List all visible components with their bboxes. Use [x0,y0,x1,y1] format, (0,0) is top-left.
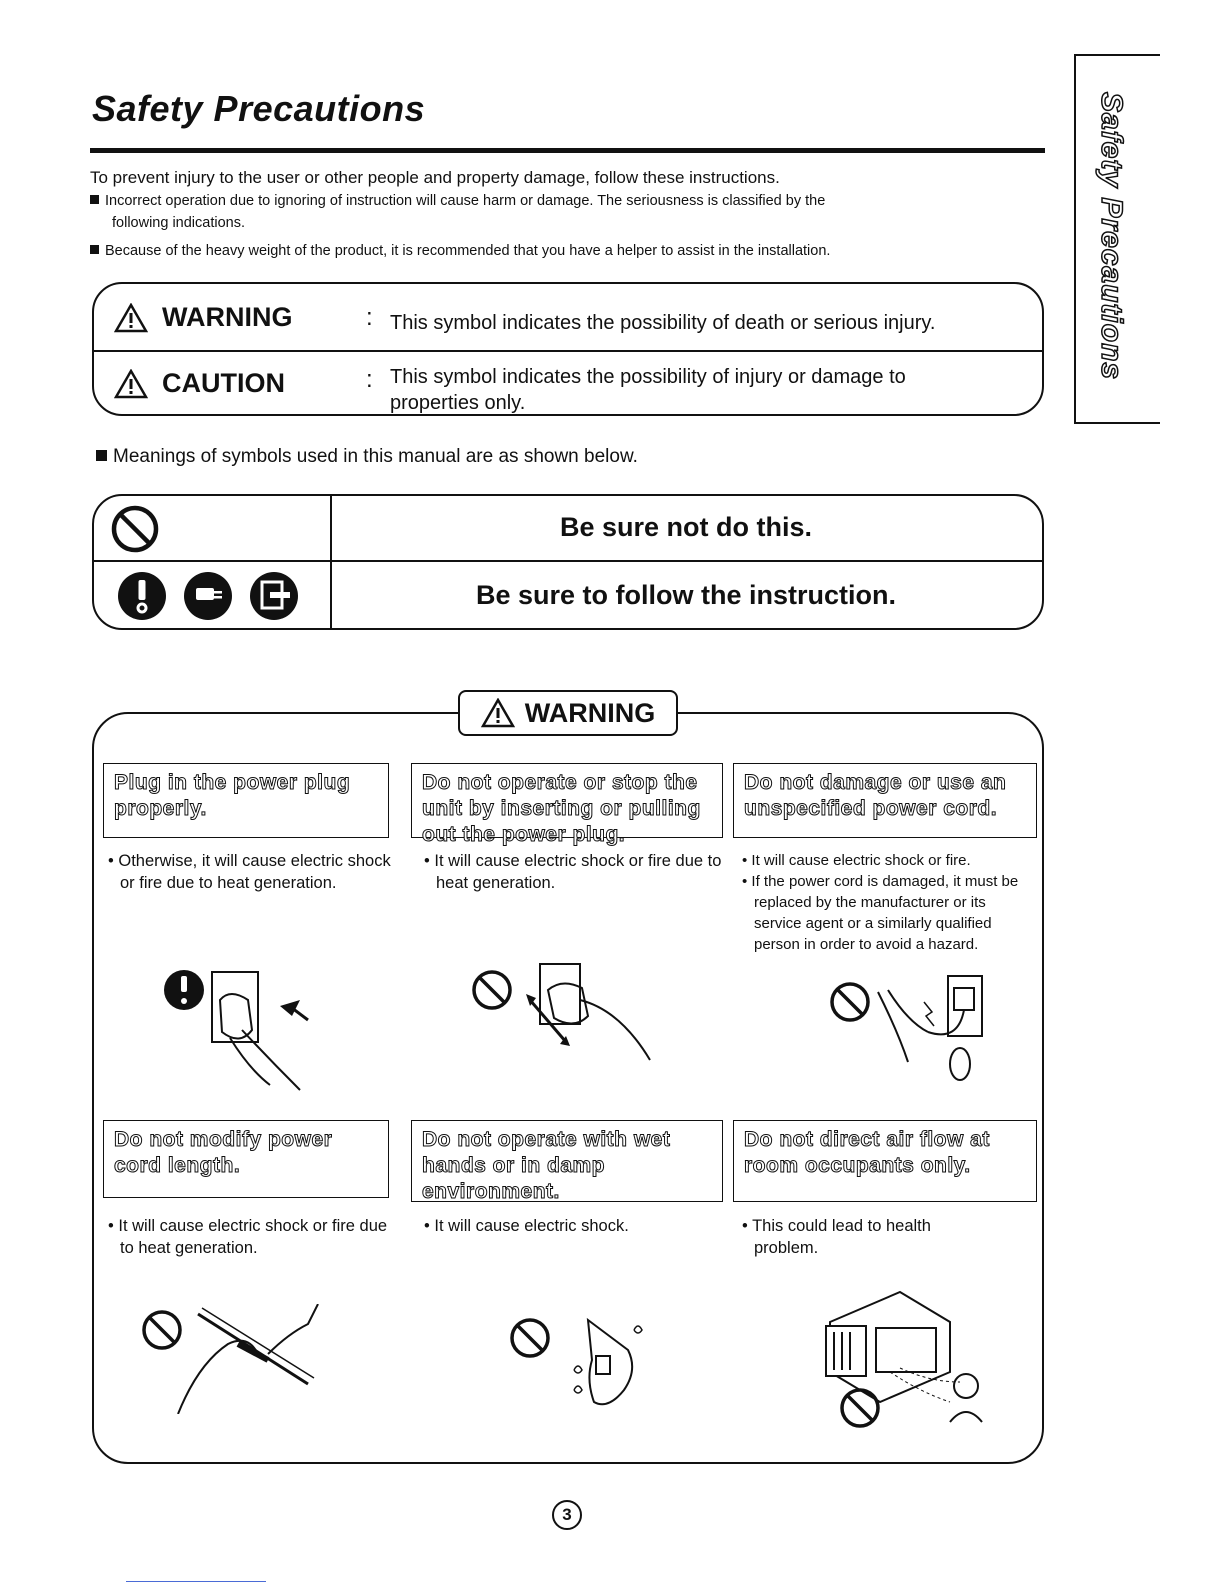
warning-triangle-icon [114,303,148,333]
mandatory-icons [116,568,316,624]
page-title: Safety Precautions [92,88,426,129]
rule-heading-modify-cord: Do not modify power cord length. [103,1120,389,1198]
caution-label: CAUTION [114,368,285,399]
page-number: 3 [552,1500,582,1530]
rule-heading-damaged-cord: Do not damage or use an unspecified power cord. [733,763,1037,838]
bullet-item: • It will cause electric shock or fire due to heat generation. [108,1217,388,1257]
follow-meaning: Be sure to follow the instruction. [475,580,897,610]
rule-bullets [424,1215,724,1237]
intro-bullet-continued: following indications. [112,215,245,231]
warning-description: This symbol indicates the possibility of death or serious injury. [390,312,936,334]
rule-heading-wet-hands: Do not operate with wet hands or in damp environment. [411,1120,723,1202]
bullet-item: • It will cause electric shock or fire due to heat generation. [424,852,722,892]
side-tab-label: Safety Precautions [1095,92,1128,381]
warning-row [94,284,1042,352]
bullet-item: • It will cause electric shock or fire. [742,852,971,869]
square-bullet-icon [90,195,99,204]
prohibit-meaning: Be sure not do this. [559,512,813,542]
square-bullet-icon [90,245,99,254]
hazard-levels-box [92,282,1044,416]
intro [90,166,1040,262]
rule-bullets [424,850,724,894]
side-tab-border-top [1074,54,1160,56]
rule-bullets [742,850,1034,955]
rule-bullets [108,1215,404,1259]
warning-section-tab: WARNING [458,690,678,736]
symbols-legend [92,494,1044,630]
wet-hands-illustration [508,1310,678,1420]
modify-cord-illustration [138,1304,338,1414]
caution-triangle-icon [114,369,148,399]
bottom-underline [126,1581,266,1582]
warning-label: WARNING [114,302,293,333]
damaged-cord-illustration [828,972,998,1082]
square-bullet-icon [96,450,107,461]
rule-heading-air-flow: Do not direct air flow at room occupants only. [733,1120,1037,1202]
no-pulling-plug-illustration [470,960,690,1070]
caution-row [94,352,1042,416]
intro-bullet: Because of the heavy weight of the product, it is recommended that you have a helper to assist in the installation. [90,240,1040,262]
prohibited-icon [110,504,160,554]
colon: : [366,366,373,393]
title-rule [90,148,1045,153]
meanings-note: Meanings of symbols used in this manual are as shown below. [96,446,638,468]
rule-bullets [742,1215,982,1259]
bullet-item: • Otherwise, it will cause electric shock or fire due to heat generation. [108,852,391,892]
intro-line: To prevent injury to the user or other people and property damage, follow these instructions. [90,168,780,187]
warning-triangle-icon [481,698,515,728]
side-tab-border-left [1074,54,1076,424]
rule-heading-insert-pull-plug: Do not operate or stop the unit by inserting or pulling out the power plug. [411,763,723,838]
bullet-item: • It will cause electric shock. [424,1217,629,1235]
rule-heading-plug-properly: Plug in the power plug properly. [103,763,389,838]
bullet-item: • This could lead to health problem. [742,1217,931,1257]
plug-in-properly-illustration [160,960,330,1100]
colon: : [366,304,373,331]
air-flow-illustration [820,1282,990,1432]
intro-bullet: Incorrect operation due to ignoring of instruction will cause harm or damage. The seriousness is classified by the [90,190,1040,212]
rule-bullets [108,850,398,894]
bullet-item: • If the power cord is damaged, it must be replaced by the manufacturer or its service agent or a similarly qualified person in order to avoid a hazard. [742,873,1019,953]
side-tab-border-bottom [1074,422,1160,424]
caution-description: This symbol indicates the possibility of injury or damage to properties only. [390,366,906,414]
